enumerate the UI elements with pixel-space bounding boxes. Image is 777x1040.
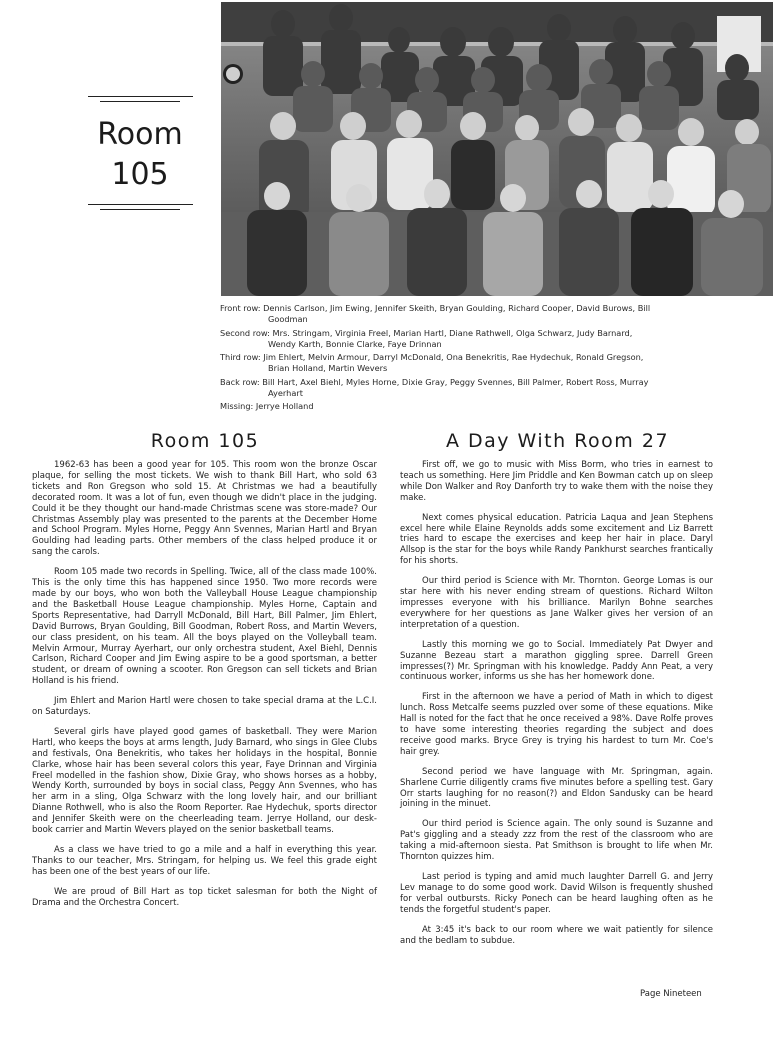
side-title-number: 105: [111, 157, 169, 192]
right-paragraph: First in the afternoon we have a period of Math in which to digest lunch. Ross Metcalfe seems puzzled over some of these equations. Mike Hall is noted for the fact that he once received a 98%. Dave Rolfe proves to have some interesting theories regarding the subject and does receive good marks. Bryce Grey is trying his hardest to turn Mr. Coe's hair grey.: [400, 692, 713, 757]
right-paragraph: At 3:45 it's back to our room where we wait patiently for silence and the bedlam to subdue.: [400, 924, 713, 946]
right-paragraph: Last period is typing and amid much laughter Darrell G. and Jerry Lev manage to do some good work. David Wilson is frequently shushed for verbal outbursts. Ricky Ponech can be heard laughing often as he tends the forgetful student's paper.: [400, 872, 713, 915]
caption-missing: Missing: Jerrye Holland: [220, 401, 314, 412]
photo-caption: [220, 303, 656, 415]
right-article-body: [400, 460, 713, 955]
caption-third-row: Third row: Jim Ehlert, Melvin Armour, Darryl McDonald, Ona Benekritis, Rae Hydechuk, Ronald Gregson, Brian Holland, Martin Wevers: [220, 352, 644, 374]
caption-back-row: Back row: Bill Hart, Axel Biehl, Myles Horne, Dixie Gray, Peggy Svennes, Bill Palmer, Robert Ross, Murray Ayerhart: [220, 376, 649, 399]
right-paragraph: Our third period is Science with Mr. Thornton. George Lomas is our star here with his never ending stream of questions. Richard Wilton impresses everyone with his brilliance. Marilyn Bohne searches everywhere for her questions as Jane Walker gives her version of an interpretation of a question.: [400, 576, 713, 630]
right-paragraph: Second period we have language with Mr. Springman, again. Sharlene Currie diligently crams five minutes before a spelling test. Gary Orr starts laughing for no reason(?) and Eldon Sandusky can be heard joining in the minuet.: [400, 766, 713, 810]
page-number: Page Nineteen: [640, 989, 702, 999]
right-paragraph: Lastly this morning we go to Social. Immediately Pat Dwyer and Suzanne Bezeau start a marathon giggling spree. Darrell Green impresses(?) Mr. Springman with his knowledge. Paddy Ann Peat, a very continuous worker, informs us she has her homework done.: [400, 639, 713, 683]
right-article-heading: A Day With Room 27: [445, 430, 670, 452]
left-paragraph: Room 105 made two records in Spelling. Twice, all of the class made 100%. This is the only time this has happened since 1950. Two more records were made by our boys, who won both the Valleyball House League championship and the Basketball House League championship. Myles Horne, Captain and Sports Representative, had Darryll McDonald, Bill Hart, Bill Palmer, Jim Ehlert, David Burrows, Bryan Goulding, Bill Goodman, Robert Ross, and Martin Wevers, our class president, on his team. All the boys played on the Volleyball team. Melvin Armour, Murray Ayerhart, our only orchestra student, Axel Biehl, Dennis Carlson, Richard Cooper and Jim Ewing aspire to be a good sportsman, a better student, or dream of owning a scooter. Ron Gregson can sell tickets and Brian Holland is his friend.: [32, 567, 377, 687]
class-photo-image: [221, 2, 773, 296]
left-paragraph: We are proud of Bill Hart as top ticket salesman for both the Night of Drama and the Orchestra Concert.: [32, 886, 377, 908]
title-rule-bottom: [88, 204, 193, 205]
caption-front-row: Front row: Dennis Carlson, Jim Ewing, Jennifer Skeith, Bryan Goulding, Richard Cooper, David Burows, Bill Goodman: [220, 303, 651, 325]
caption-second-row: Second row: Mrs. Stringam, Virginia Freel, Marian Hartl, Diane Rathwell, Olga Schwarz, Judy Barnard, Wendy Karth, Bonnie Clarke, Faye Drinnan: [220, 327, 633, 349]
right-paragraph: First off, we go to music with Miss Borm, who tries in earnest to teach us something. Here Jim Priddle and Ken Bowman catch up on sleep while Don Walker and Roy Danforth try to wake them with the noise they make.: [400, 460, 713, 503]
class-photo: [221, 2, 773, 296]
left-paragraph: 1962-63 has been a good year for 105. This room won the bronze Oscar plaque, for selling the most tickets. We wish to thank Bill Hart, who sold 63 tickets and Ron Gregson who sold 15. At Christmas we had a beautifully decorated room. It was a lot of fun, even though we didn't place in the judging. Could it be they thought our hand-made Christmas scene was store-made? Our Christmas Assembly play was presented to the parents at the December Home and School Program. Myles Horne, Peggy Ann Svennes, Marian Hartl and Bryan Goulding had leading parts. Other members of the class helped produce it or sang the carols.: [32, 460, 377, 558]
left-paragraph: Jim Ehlert and Marion Hartl were chosen to take special drama at the L.C.I. on Saturdays.: [32, 696, 377, 718]
title-rule-top-short: [100, 101, 180, 102]
right-paragraph: Our third period is Science again. The only sound is Suzanne and Pat's giggling and a steady zzz from the rest of the classroom who are taking a mid-afternoon siesta. Pat Smithson is brought to life when Mr. Thornton quizzes him.: [400, 819, 713, 863]
right-paragraph: Next comes physical education. Patricia Laqua and Jean Stephens excel here while Elaine Reynolds adds some excitement and Liz Barrett tries hard to escape the exercises and keep her hair in place. Daryl Allsop is the star for the boys while Randy Pankhurst searches frantically for his shorts.: [400, 512, 713, 567]
side-title-room: Room: [97, 117, 183, 152]
title-rule-top: [88, 96, 193, 97]
left-article-heading: Room 105: [150, 430, 260, 452]
side-title: [80, 96, 200, 210]
left-paragraph: Several girls have played good games of basketball. They were Marion Hartl, who keeps the boys at arms length, Judy Barnard, who sings in Glee Clubs and festivals, Ona Benekritis, who takes her holidays in the hospital, Bonnie Clarke, whose hair has been several colors this year, Faye Drinnan and Virginia Freel modelled in the fashion show, Dixie Gray, who shows horses as a hobby, Wendy Korth, surrounded by boys in social class, Peggy Ann Svennes, who has her arm in a sling, Olga Schwarz with the long lovely hair, and our brilliant Dianne Rothwell, who is also the Room Reporter. Rae Hydechuk, sports director and Jennifer Skeith were on the cheerleading team. Jerrye Holland, our desk-book carrier and Martin Wevers played on the senior basketball teams.: [32, 726, 377, 836]
left-paragraph: As a class we have tried to go a mile and a half in everything this year. Thanks to our teacher, Mrs. Stringam, for helping us. We feel this grade eight has been one of the best years of our life.: [32, 845, 377, 877]
left-article-body: [32, 460, 377, 918]
title-rule-bottom-short: [100, 209, 180, 210]
